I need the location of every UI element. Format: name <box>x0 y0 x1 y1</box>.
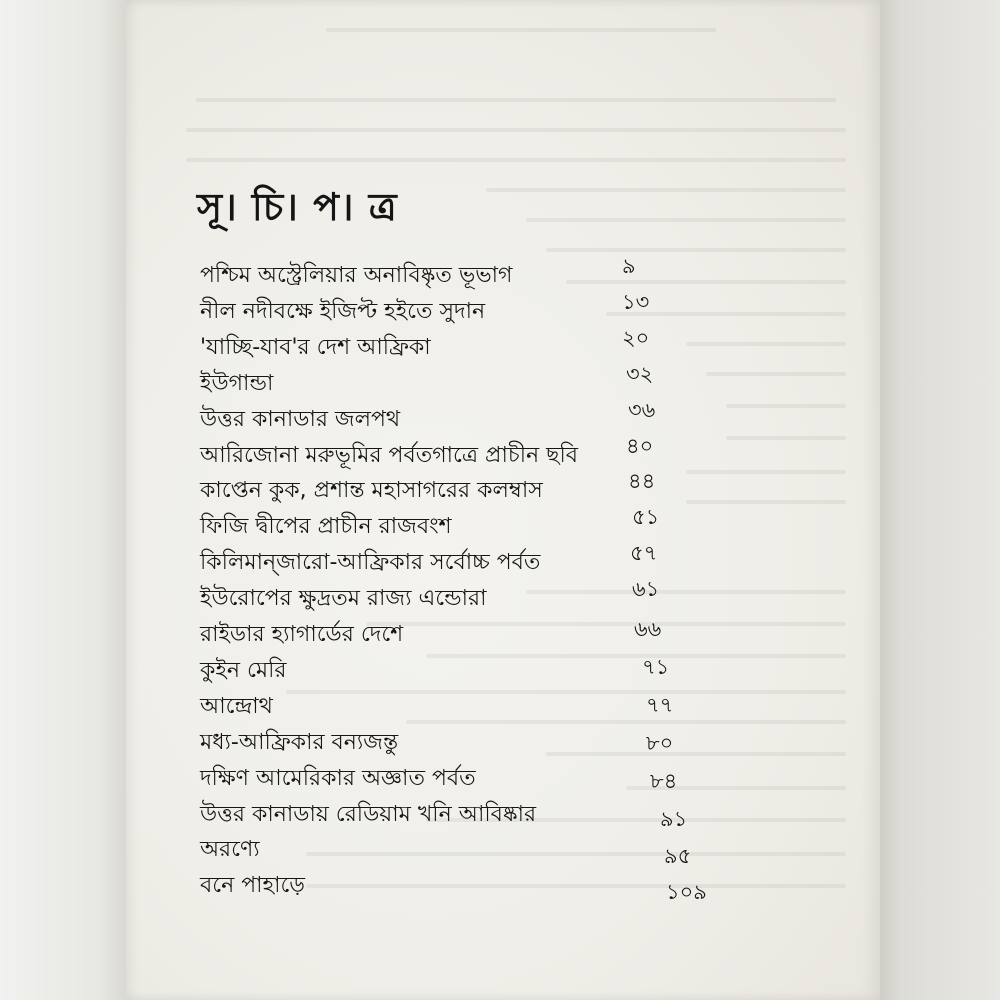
toc-entry-title: মধ্য-আফ্রিকার বন্যজন্তু <box>200 729 399 755</box>
toc-entry-page: ৯ <box>622 254 636 278</box>
toc-entry-page: ১৩ <box>622 289 650 314</box>
toc-entry-page: ৯৫ <box>664 844 692 869</box>
toc-entry-page: ৮০ <box>646 730 674 755</box>
toc-row <box>0 505 1000 549</box>
contents-heading: সূ। চি। প। ত্র <box>197 185 398 229</box>
toc-entry-page: ২০ <box>622 325 650 350</box>
toc-entry-page: ৪০ <box>626 433 654 458</box>
toc-entry-page: ৫১ <box>632 505 660 530</box>
toc-entry-title: বনে পাহাড়ে <box>200 873 306 899</box>
toc-entry-page: ৭৭ <box>646 692 674 717</box>
toc-entry-title: কিলিমান্‌জারো-আফ্রিকার সর্বোচ্চ পর্বত <box>200 550 541 576</box>
toc-row <box>0 397 1000 442</box>
toc-row <box>0 254 1000 298</box>
toc-entry-title: আরিজোনা মরুভূমির পর্বতগাত্রে প্রাচীন ছবি <box>200 442 578 468</box>
toc-entry-title: 'যাচ্ছি-যাব'র দেশ আফ্রিকা <box>200 334 431 360</box>
toc-entry-page: ৭১ <box>642 654 670 679</box>
toc-entry-page: ৩৬ <box>628 397 656 422</box>
toc-entry-page: ৩২ <box>626 361 654 386</box>
toc-row <box>0 361 1000 406</box>
toc-entry-title: ইউগান্ডা <box>200 370 274 396</box>
toc-entry-title: রাইডার হ্যাগার্ডের দেশে <box>200 622 404 647</box>
toc-entry-page: ৪৪ <box>628 469 656 494</box>
toc-entry-title: উত্তর কানাডার জলপথ <box>200 406 401 432</box>
toc-row <box>0 868 1000 908</box>
toc-entry-title: পশ্চিম অস্ট্রেলিয়ার অনাবিষ্কৃত ভূভাগ <box>200 263 513 288</box>
toc-entry-title: ইউরোপের ক্ষুদ্রতম রাজ্য এন্ডোরা <box>200 586 487 612</box>
toc-row <box>0 653 1000 693</box>
toc-entry-title: কাপ্তেন কুক, প্রশান্ত মহাসাগরের কলম্বাস <box>200 478 543 504</box>
toc-entry-page: ৯১ <box>660 806 688 831</box>
toc-entry-title: ফিজি দ্বীপের প্রাচীন রাজবংশ <box>200 514 452 540</box>
toc-entry-page: ৬১ <box>632 577 660 602</box>
toc-entry-title: নীল নদীবক্ষে ইজিপ্ট হইতে সুদান <box>200 298 486 324</box>
toc-row <box>0 797 1000 837</box>
toc-entry-title: কুইন মেরি <box>200 657 287 683</box>
toc-row <box>0 289 1000 334</box>
toc-row <box>0 761 1000 801</box>
toc-entry-page: ৮৪ <box>650 768 678 793</box>
toc-row <box>0 541 1000 585</box>
toc-entry-page: ৫৭ <box>630 541 658 566</box>
toc-entry-title: অরণ্যে <box>200 837 260 863</box>
toc-row <box>0 577 1000 621</box>
toc-row <box>0 325 1000 370</box>
toc-row <box>0 617 1000 657</box>
toc-row <box>0 832 1000 872</box>
toc-entry-title: আন্দ্রোথ <box>200 693 273 719</box>
toc-row <box>0 433 1000 478</box>
toc-row <box>0 725 1000 765</box>
toc-entry-title: দক্ষিণ আমেরিকার অজ্ঞাত পর্বত <box>200 765 476 791</box>
toc-entry-page: ৬৬ <box>634 617 662 641</box>
toc-row <box>0 689 1000 729</box>
toc-row <box>0 469 1000 513</box>
toc-entry-page: ১০৯ <box>666 880 707 905</box>
toc-entry-title: উত্তর কানাডায় রেডিয়াম খনি আবিষ্কার <box>200 801 537 827</box>
